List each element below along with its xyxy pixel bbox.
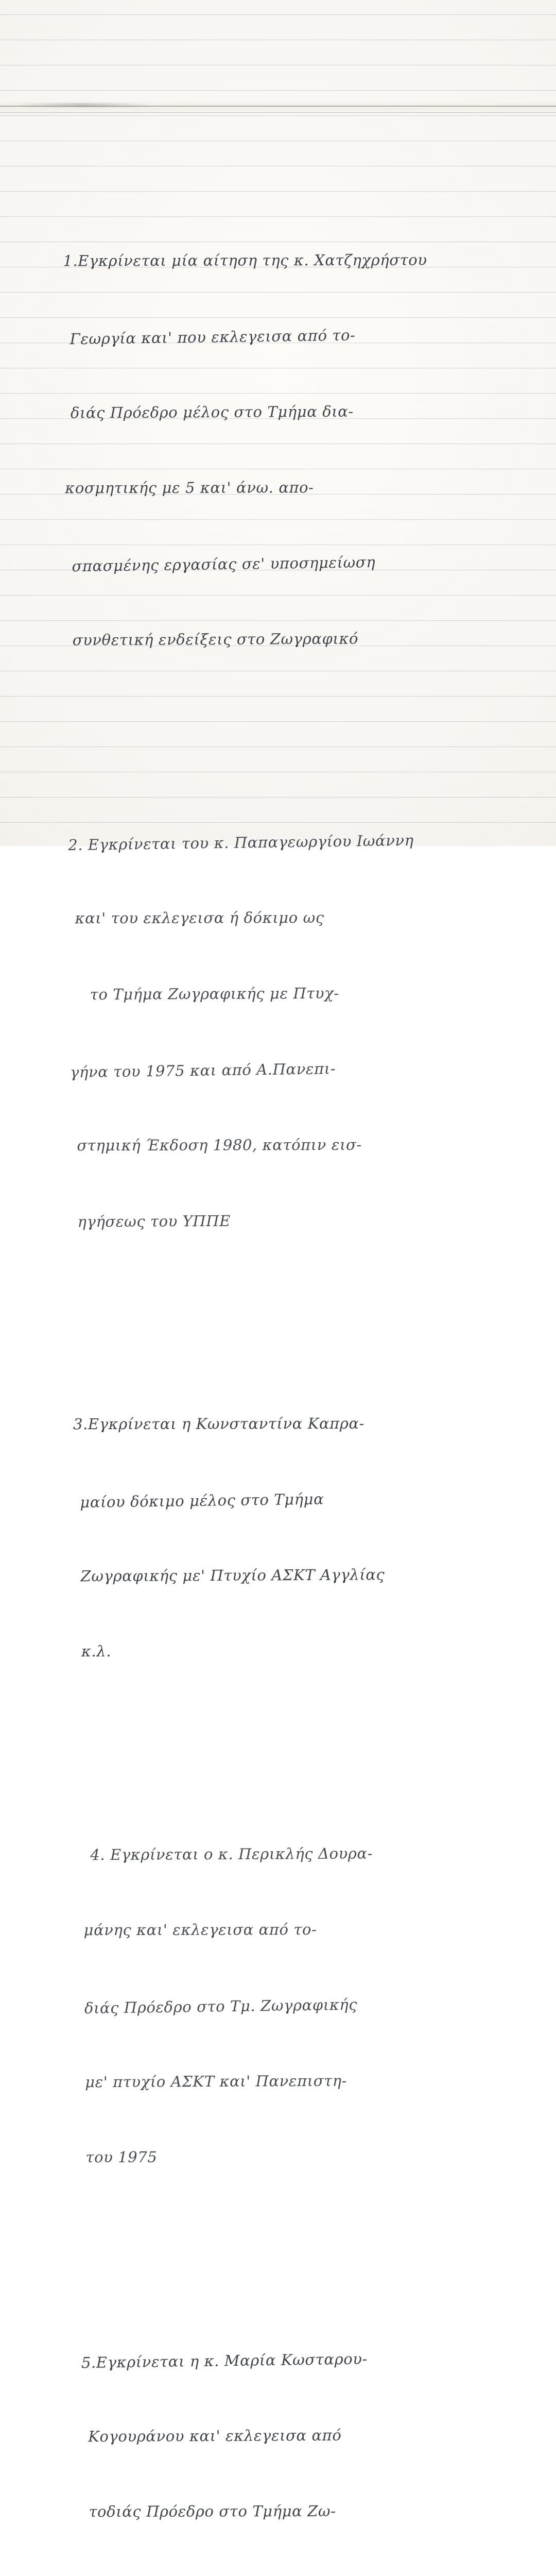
scan-edge-smudge (15, 103, 149, 107)
note-line: και' του εκλεγεισα ή δόκιμο ως (75, 908, 324, 927)
scan-edge-line-lower (0, 112, 556, 113)
note-line: 3.Εγκρίνεται η Κωνσταντίνα Καπρα- (73, 1414, 365, 1433)
note-line: κ.λ. (81, 1642, 112, 1660)
note-line (83, 2571, 536, 2576)
note-line: τοδιάς Πρόεδρο στο Τμήμα Ζω- (89, 2502, 336, 2521)
note-line: διάς Πρόεδρο μέλος στο Τμήμα δια- (70, 402, 354, 422)
note-line: συνθετική ενδείξεις στο Ζωγραφικό (72, 630, 359, 649)
note-entry-4 (76, 1789, 533, 2222)
note-line: Κογουράνου και' εκλεγεισα από (88, 2426, 342, 2446)
note-line: κοσμητικής με 5 και' άνω. απο- (65, 479, 314, 497)
note-line: 2. Εγκρίνεται του κ. Παπαγεωργίου Ιωάννη (67, 831, 414, 854)
note-line: 1.Εγκρίνεται μία αίτηση της κ. Χατζηχρήστου (63, 251, 427, 270)
handwritten-body (62, 120, 538, 2576)
note-entry-2 (67, 777, 525, 1286)
note-entry-3 (73, 1359, 529, 1716)
note-line: διάς Πρόεδρο στο Τμ. Ζωγραφικής (84, 1995, 358, 2017)
note-line: μαίου δόκιμο μέλος στο Τμήμα (80, 1490, 324, 1512)
note-line: 5.Εγκρίνεται η κ. Μαρία Κωσταρου- (81, 2350, 368, 2372)
note-line: σπασμένης εργασίας σε' υποσημείωση (72, 553, 376, 575)
note-line: 4. Εγκρίνεται ο κ. Περικλής Δουρα- (90, 1844, 373, 1864)
note-line: στημική Έκδοση 1980, κατόπιν εισ- (77, 1136, 362, 1155)
note-line: με' πτυχίο ΑΣΚΤ και' Πανεπιστη- (85, 2072, 348, 2091)
note-line: Γεωργία και' που εκλεγεισα από το- (70, 326, 356, 348)
note-entry-5 (81, 2295, 537, 2576)
note-line: γήνα του 1975 και από Α.Πανεπι- (70, 1060, 336, 1081)
note-entry-1 (62, 195, 520, 704)
note-line: ηγήσεως του ΥΠΠΕ (77, 1212, 231, 1231)
note-line: το Τμήμα Ζωγραφικής με Πτυχ- (90, 984, 339, 1004)
note-line: του 1975 (85, 2148, 158, 2166)
note-line: μάνης και' εκλεγεισα από το- (83, 1920, 317, 1939)
note-line: Ζωγραφικής με' Πτυχίο ΑΣΚΤ Αγγλίας (80, 1566, 385, 1585)
